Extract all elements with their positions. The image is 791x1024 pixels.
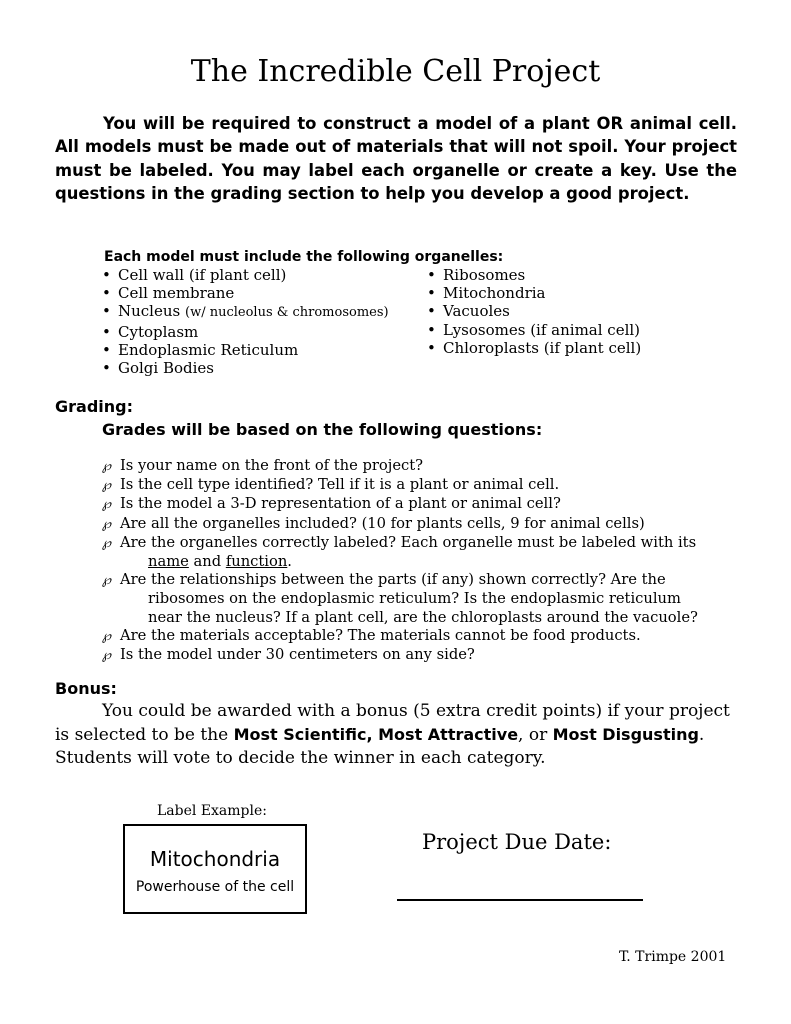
- question-item: ℘ Is your name on the front of the project?: [102, 457, 752, 476]
- bullet-icon: ℘: [102, 459, 112, 474]
- list-item: • Nucleus (w/ nucleolus & chromosomes): [102, 302, 389, 321]
- label-box-subtitle: Powerhouse of the cell: [135, 879, 295, 895]
- question-item: ℘ Is the model under 30 centimeters on any side?: [102, 646, 752, 665]
- question-item: ℘ Are the relationships between the parts (if any) shown correctly? Are the ribosomes on the endoplasmic reticulum? Is the endoplasmic reticulum near the nucleus? If a plant cell, are the chloroplasts around the vacuole?: [102, 571, 698, 626]
- bonus-label: Bonus:: [55, 679, 117, 698]
- question-item: ℘ Are all the organelles included? (10 for plants cells, 9 for animal cells): [102, 515, 752, 534]
- intro-paragraph: You will be required to construct a model of a plant OR animal cell. All models must be made out of materials that will not spoil. Your project must be labeled. You may label each organelle or create a key. Use the questions in the grading section to help you develop a good project.: [55, 114, 737, 203]
- list-item: • Cytoplasm: [102, 322, 199, 341]
- page-title: The Incredible Cell Project: [190, 54, 601, 89]
- bullet-icon: ℘: [102, 516, 112, 532]
- label-example-box: [123, 824, 307, 914]
- question-item: ℘ Is the cell type identified? Tell if it is a plant or animal cell.: [102, 476, 752, 495]
- bullet-icon: ℘: [102, 497, 112, 513]
- list-item: • Ribosomes: [427, 266, 526, 284]
- label-example-caption: Label Example:: [157, 803, 267, 819]
- grading-subheading: Grades will be based on the following questions:: [102, 420, 543, 439]
- organelles-list-left: [102, 266, 389, 377]
- grading-label: Grading:: [55, 397, 133, 416]
- organelles-list-right: [427, 266, 641, 357]
- question-item: ℘ Are the organelles correctly labeled? Each organelle must be labeled with its name and function.: [102, 533, 697, 571]
- bullet-icon: ℘: [102, 628, 112, 644]
- author-credit: T. Trimpe 2001: [619, 949, 727, 965]
- list-item: • Chloroplasts (if plant cell): [427, 338, 642, 357]
- grading-questions: [102, 457, 752, 665]
- bonus-category-disgusting: Most Disgusting: [552, 725, 699, 744]
- nucleus-note: (w/ nucleolus & chromosomes): [185, 305, 389, 321]
- due-date-line: [397, 899, 643, 901]
- bullet-icon: ℘: [102, 535, 112, 551]
- question-item: ℘ Is the model a 3-D representation of a plant or animal cell?: [102, 495, 752, 514]
- bonus-paragraph: You could be awarded with a bonus (5 extra credit points) if your project is selected to be the Most Scientific, Most Attractive, or Most Disgusting. Students will vote to decide the winner in each category.: [55, 701, 730, 768]
- due-date-label: Project Due Date:: [422, 830, 612, 854]
- bullet-icon: ℘: [102, 478, 112, 494]
- list-item: • Endoplasmic Reticulum: [102, 340, 299, 359]
- label-box-title: Mitochondria: [149, 847, 281, 871]
- bullet-icon: ℘: [102, 648, 112, 664]
- list-item: • Lysosomes (if animal cell): [427, 320, 641, 339]
- bullet-icon: ℘: [102, 573, 112, 589]
- list-item: • Golgi Bodies: [102, 359, 215, 378]
- list-item: • Vacuoles: [427, 302, 510, 321]
- bonus-categories: Most Scientific, Most Attractive: [233, 725, 519, 744]
- organelles-heading: Each model must include the following organelles:: [104, 249, 504, 265]
- list-item: • Mitochondria: [427, 284, 546, 303]
- list-item: • Cell wall (if plant cell): [102, 266, 287, 284]
- question-item: ℘ Are the materials acceptable? The materials cannot be food products.: [102, 627, 752, 646]
- list-item: • Cell membrane: [102, 284, 235, 303]
